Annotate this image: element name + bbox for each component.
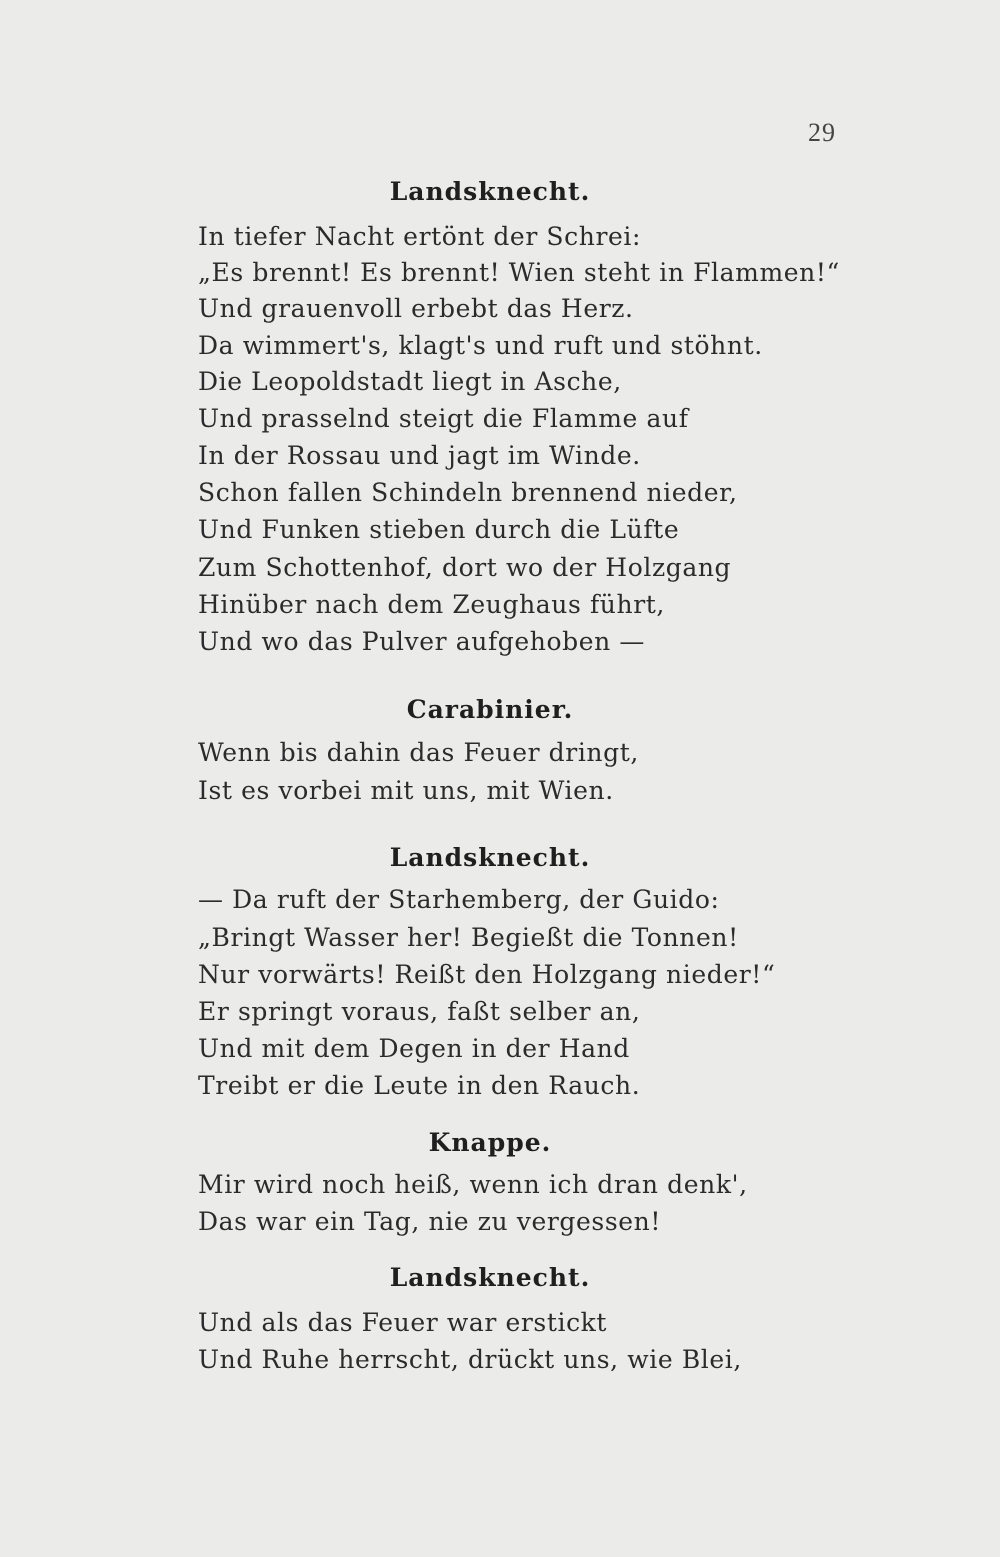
verse-line: Treibt er die Leute in den Rauch.: [198, 1071, 641, 1100]
verse-line: Ist es vorbei mit uns, mit Wien.: [198, 776, 614, 805]
verse-line: In der Rossau und jagt im Winde.: [198, 441, 641, 470]
verse-line: Und prasselnd steigt die Flamme auf: [198, 404, 689, 433]
verse-line: Und als das Feuer war erstickt: [198, 1308, 608, 1337]
verse-line: Da wimmert's, klagt's und ruft und stöhnt.: [198, 331, 763, 360]
speaker-heading: Landsknecht.: [389, 1263, 591, 1292]
speaker-heading: Landsknecht.: [389, 177, 591, 206]
page-number: 29: [808, 118, 836, 147]
verse-line: Die Leopoldstadt liegt in Asche,: [198, 367, 622, 396]
verse-line: Und mit dem Degen in der Hand: [198, 1034, 630, 1063]
speaker-heading: Landsknecht.: [389, 843, 591, 872]
verse-line: Wenn bis dahin das Feuer dringt,: [198, 738, 639, 767]
verse-line: Schon fallen Schindeln brennend nieder,: [198, 478, 738, 507]
verse-line: In tiefer Nacht ertönt der Schrei:: [198, 222, 642, 251]
verse-line: Und wo das Pulver aufgehoben —: [198, 627, 645, 656]
verse-line: Mir wird noch heiß, wenn ich dran denk',: [198, 1170, 748, 1199]
verse-line: Und Ruhe herrscht, drückt uns, wie Blei,: [198, 1345, 742, 1374]
verse-line: „Bringt Wasser her! Begießt die Tonnen!: [198, 923, 739, 952]
speaker-heading: Knappe.: [428, 1128, 552, 1157]
verse-line: Das war ein Tag, nie zu vergessen!: [198, 1207, 662, 1236]
verse-line: „Es brennt! Es brennt! Wien steht in Flammen!“: [198, 258, 840, 287]
verse-line: Zum Schottenhof, dort wo der Holzgang: [198, 553, 732, 582]
verse-line: Hinüber nach dem Zeughaus führt,: [198, 590, 665, 619]
verse-line: — Da ruft der Starhemberg, der Guido:: [198, 885, 720, 914]
verse-line: Und grauenvoll erbebt das Herz.: [198, 294, 634, 323]
verse-line: Er springt voraus, faßt selber an,: [198, 997, 641, 1026]
speaker-heading: Carabinier.: [406, 695, 574, 724]
verse-line: Nur vorwärts! Reißt den Holzgang nieder!“: [198, 960, 776, 989]
verse-line: Und Funken stieben durch die Lüfte: [198, 515, 680, 544]
